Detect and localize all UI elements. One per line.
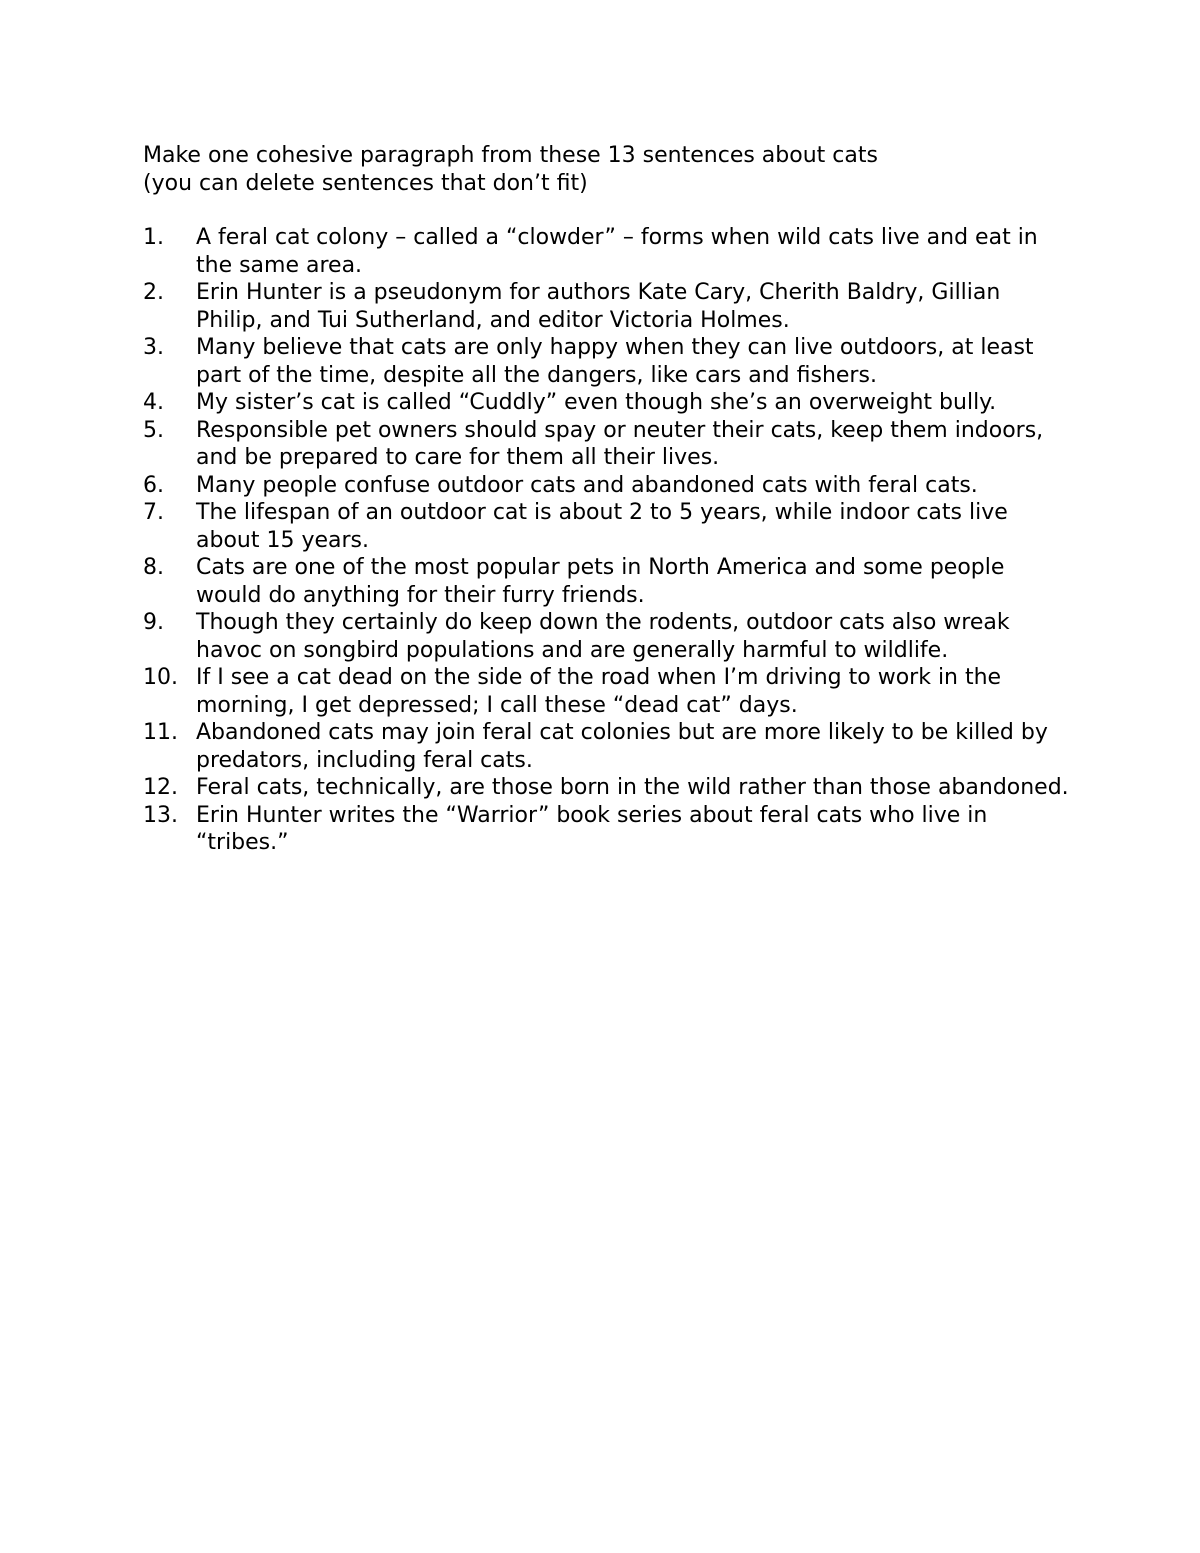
item-number: 10. bbox=[143, 665, 178, 690]
item-text: Though they certainly do keep down the rodents, outdoor cats also wreak havoc on songbird populations and are generally harmful to wildlife. bbox=[196, 610, 1010, 663]
item-text: Erin Hunter is a pseudonym for authors Kate Cary, Cherith Baldry, Gillian Philip, and Tui Sutherland, and editor Victoria Holmes. bbox=[196, 280, 1001, 333]
item-number: 1. bbox=[143, 225, 164, 250]
item-number: 12. bbox=[143, 775, 178, 800]
item-number: 8. bbox=[143, 555, 164, 580]
item-number: 5. bbox=[143, 417, 164, 443]
item-text: My sister’s cat is called “Cuddly” even though she’s an overweight bully. bbox=[196, 390, 997, 415]
item-text: Many believe that cats are only happy when they can live outdoors, at least part of the time, despite all the dangers, like cars and fishers. bbox=[196, 335, 1034, 388]
item-number: 11. bbox=[143, 720, 178, 745]
list-item bbox=[143, 774, 1073, 802]
item-text: A feral cat colony – called a “clowder” – forms when wild cats live and eat in the same area. bbox=[196, 225, 1038, 278]
list-item bbox=[143, 499, 1073, 554]
list-item bbox=[143, 224, 1073, 279]
item-number: 7. bbox=[143, 500, 164, 525]
list-item bbox=[143, 664, 1073, 719]
instructions-line-2: (you can delete sentences that don’t fit) bbox=[143, 171, 588, 196]
item-number: 4. bbox=[143, 390, 164, 415]
item-number: 9. bbox=[143, 610, 164, 635]
instructions bbox=[143, 142, 1103, 198]
instructions-line-1: Make one cohesive paragraph from these 13 sentences about cats bbox=[143, 143, 878, 168]
item-text: Feral cats, technically, are those born in the wild rather than those abandoned. bbox=[196, 775, 1069, 800]
item-text: Erin Hunter writes the “Warrior” book series about feral cats who live in “tribes.” bbox=[196, 802, 988, 855]
list-item bbox=[143, 472, 1073, 500]
item-text: Many people confuse outdoor cats and abandoned cats with feral cats. bbox=[196, 472, 978, 498]
item-number: 6. bbox=[143, 472, 164, 498]
list-item bbox=[143, 389, 1073, 417]
item-number: 13. bbox=[143, 802, 178, 828]
item-text: Responsible pet owners should spay or neuter their cats, keep them indoors, and be prepared to care for them all their lives. bbox=[196, 417, 1044, 470]
item-text: Abandoned cats may join feral cat colonies but are more likely to be killed by predators, including feral cats. bbox=[196, 720, 1048, 773]
list-item bbox=[143, 554, 1073, 609]
sentence-list bbox=[143, 224, 1073, 857]
item-number: 3. bbox=[143, 335, 164, 360]
list-item bbox=[143, 802, 1073, 857]
list-item bbox=[143, 719, 1073, 774]
list-item bbox=[143, 417, 1073, 472]
item-number: 2. bbox=[143, 280, 164, 305]
list-item bbox=[143, 609, 1073, 664]
list-item bbox=[143, 279, 1073, 334]
list-item bbox=[143, 334, 1073, 389]
item-text: If I see a cat dead on the side of the road when I’m driving to work in the morning, I get depressed; I call these “dead cat” days. bbox=[196, 665, 1002, 718]
item-text: The lifespan of an outdoor cat is about 2 to 5 years, while indoor cats live about 15 years. bbox=[196, 500, 1008, 553]
item-text: Cats are one of the most popular pets in North America and some people would do anything for their furry friends. bbox=[196, 555, 1005, 608]
